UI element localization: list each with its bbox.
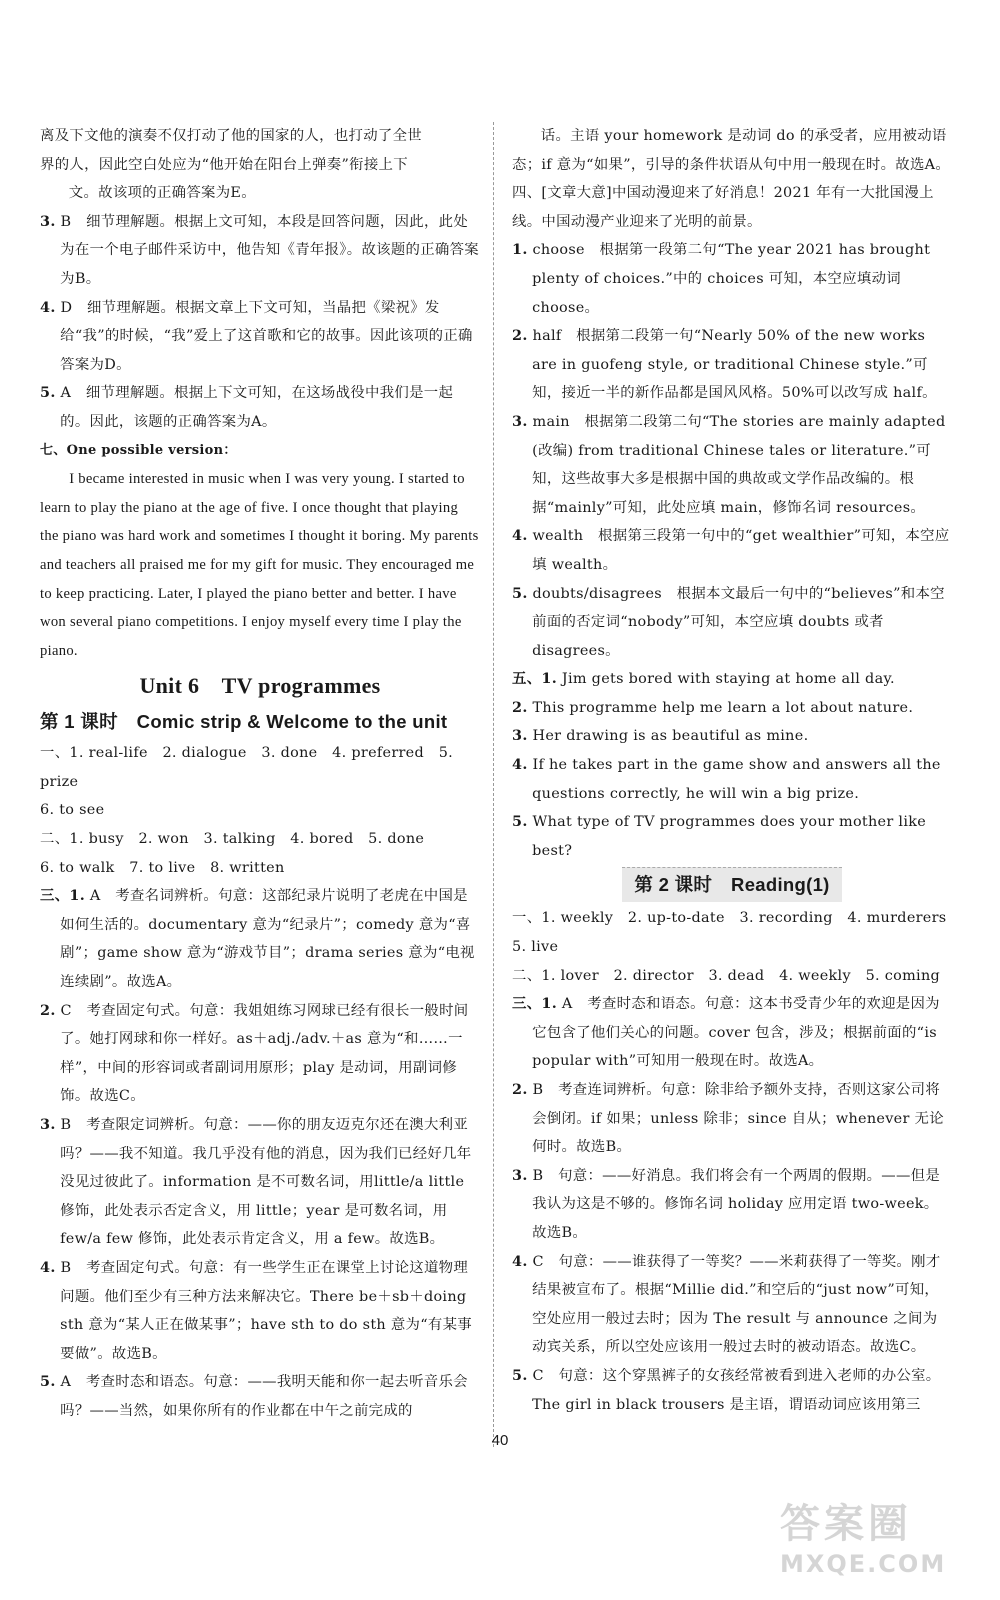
item-text: A 考查时态和语态。句意：这本书受青少年的欢迎是因为它包含了他们关心的问题。cover 包含，涉及；根据前面的“is popular with”可知用一般现在时。故选A。: [532, 996, 940, 1070]
item-text: choose 根据第一段第二句“The year 2021 has brought plenty of choices.”中的 choices 可知，本空应填动词 choose。: [532, 242, 931, 316]
answer-item: [512, 236, 952, 322]
answer-item: [512, 408, 952, 522]
item-text: A 细节理解题。根据上下文可知，在这场战役中我们是一起的。因此，该题的正确答案为A。: [60, 385, 454, 430]
answer-item: [512, 665, 952, 694]
answer-item: [40, 208, 480, 294]
item-text: What type of TV programmes does your mother like best?: [532, 814, 927, 859]
section-1-answers-cont: 6. to see: [40, 802, 105, 819]
answer-item: [512, 694, 952, 723]
item-text: D 细节理解题。根据文章上下文可知，当晶把《梁祝》发给“我”的时候，“我”爱上了这首歌和它的故事。因此该项的正确答案为D。: [60, 299, 473, 373]
item-number: 4.: [512, 756, 528, 774]
item-number: 4.: [40, 1258, 56, 1276]
continued-text: 话。主语 your homework 是动词 do 的承受者，应用被动语态；if 意为“如果”，引导的条件状语从句中用一般现在时。故选A。: [512, 128, 951, 173]
item-text: Her drawing is as beautiful as mine.: [532, 728, 809, 745]
answer-item: [40, 1254, 480, 1368]
answer-item: [512, 1248, 952, 1362]
item-number: 2.: [512, 698, 528, 716]
watermark-logo: [780, 1498, 980, 1584]
item-number: 3.: [512, 1166, 528, 1184]
item-text: C 句意：——谁获得了一等奖？——米莉获得了一等奖。刚才结果被宣布了。根据“Millie did.”和空后的“just now”可知，空处应用一般过去时；因为 The result 与 announce 之间为动宾关系，所以空处应该用一般过去时的被动语态。故选C。: [532, 1253, 941, 1356]
item-number: 3.: [40, 212, 56, 230]
answer-item: [512, 1162, 952, 1248]
item-number: 5.: [512, 813, 528, 831]
section-1-answers: 一、1. real-life 2. dialogue 3. done 4. preferred 5. prize: [40, 745, 454, 790]
answer-item: [512, 322, 952, 408]
item-text: Jim gets bored with staying at home all day.: [561, 671, 895, 688]
answer-item: [40, 1111, 480, 1254]
answer-item: [512, 990, 952, 1076]
item-number: 3.: [512, 727, 528, 745]
section-1-answers: 一、1. weekly 2. up-to-date 3. recording 4. murderers: [512, 910, 947, 927]
item-number: 2.: [40, 1001, 56, 1019]
item-number: 3.: [40, 1116, 56, 1133]
item-text: wealth 根据第三段第一句中的“get wealthier”可知，本空应填 wealth。: [532, 528, 950, 573]
answer-item: [40, 997, 480, 1111]
item-number: 三、1.: [40, 887, 86, 905]
answer-item: [512, 580, 952, 666]
answer-item: [512, 722, 952, 751]
item-number: 5.: [40, 384, 56, 402]
item-text: A 考查名词辨析。句意：这部纪录片说明了老虎在中国是如何生活的。documentary 意为“纪录片”；comedy 意为“喜剧”；game show 意为“游戏节目”；drama series 意为“电视连续剧”。故选A。: [60, 888, 475, 991]
page-number: 40: [491, 1432, 509, 1449]
item-text: B 考查连词辨析。句意：除非给予额外支持，否则这家公司将会倒闭。if 如果；unless 除非；since 自从；whenever 无论何时。故选B。: [532, 1082, 944, 1156]
item-text: C 考查固定句式。句意：我姐姐练习网球已经有很长一般时间了。她打网球和你一样好。as＋adj./adv.＋as 意为“和……一样”，中间的形容词或者副词用原形；play 是动词，用副词修饰。故选C。: [60, 1002, 469, 1105]
item-text: If he takes part in the game show and answers all the questions correctly, he will win a big prize.: [532, 757, 941, 802]
item-number: 五、1.: [512, 670, 558, 688]
item-number: 5.: [512, 584, 528, 602]
section-1-answers-cont: 5. live: [512, 939, 559, 956]
item-text: B 句意：——好消息。我们将会有一个两周的假期。——但是我认为这是不够的。修饰名词 holiday 应用定语 two-week。故选B。: [532, 1167, 941, 1241]
answer-item: [40, 1368, 480, 1425]
item-text: half 根据第二段第一句“Nearly 50% of the new works are in guofeng style, or traditional Chinese style.”可知，接近一半的新作品都是国风风格。50%可以改写成 half。: [532, 328, 937, 402]
item-text: A 考查时态和语态。句意：——我明天能和你一起去听音乐会吗？——当然，如果你所有的作业都在中午之前完成的: [60, 1374, 468, 1419]
lesson-2-header: [512, 867, 952, 902]
right-column: [512, 122, 952, 1419]
column-divider: [493, 122, 494, 1447]
item-text: main 根据第二段第二句“The stories are mainly adapted (改编) from traditional Chinese tales or literature.”可知，这些故事大多是根据中国的典故或文学作品改编的。根据“mainly”可知，此处应填 main，修饰名词 resources。: [532, 413, 946, 516]
answer-item: [40, 882, 480, 996]
section-2-answers: 二、1. busy 2. won 3. talking 4. bored 5. done: [40, 831, 425, 848]
section-2-answers-cont: 6. to walk 7. to live 8. written: [40, 859, 285, 876]
lesson-1-title: 第 1 课时 Comic strip & Welcome to the unit: [40, 711, 448, 733]
intro-line: 文。故该项的正确答案为E。: [68, 185, 256, 202]
section-2-answers: 二、1. lover 2. director 3. dead 4. weekly 5. coming: [512, 967, 941, 984]
unit-title: Unit 6 TV programmes: [139, 673, 381, 699]
answer-item: [512, 522, 952, 579]
answer-item: [512, 1362, 952, 1419]
item-number: 2.: [512, 327, 528, 345]
answer-item: [512, 808, 952, 865]
answer-item: [40, 294, 480, 380]
item-text: B 考查限定词辨析。句意：——你的朋友迈克尔还在澳大利亚吗？——我不知道。我几乎没有他的消息，因为我们已经好几年没见过彼此了。information 是不可数名词，用little/a little 修饰，此处表示否定含义，用 little；year 是可数名词，用 few/a few 修饰，此处表示肯定含义，用 a few。故选B。: [60, 1117, 472, 1248]
item-text: This programme help me learn a lot about nature.: [532, 699, 914, 716]
item-text: doubts/disagrees 根据本文最后一句中的“believes”和本空前面的否定词“nobody”可知，本空应填 doubts 或者 disagrees。: [532, 585, 945, 659]
item-number: 4.: [512, 527, 528, 545]
essay-text: I became interested in music when I was very young. I started to learn to play the piano at the age of five. I once thought that playing the piano was hard work and sometimes I thought it boring. My parents and teachers all praised me for my gift for music. They encouraged me to keep practicing. Later, I played the piano better and better. I have won several piano competitions. I enjoy myself every time I play the piano.: [40, 471, 479, 659]
answer-item: [512, 751, 952, 808]
item-number: 三、1.: [512, 995, 558, 1013]
watermark-cn: 答案圈: [780, 1501, 912, 1547]
item-number: 4.: [512, 1252, 528, 1270]
item-number: 2.: [512, 1081, 528, 1098]
item-number: 1.: [512, 241, 528, 259]
item-number: 5.: [512, 1366, 528, 1384]
answer-item: [40, 379, 480, 436]
intro-line: 离及下文他的演奏不仅打动了他的国家的人，也打动了全世: [40, 128, 422, 144]
lesson-2-title: 第 2 课时 Reading(1): [622, 867, 841, 902]
item-number: 4.: [40, 298, 56, 316]
left-column: [40, 122, 480, 1426]
watermark-en: MXQE.COM: [780, 1550, 947, 1578]
item-text: B 细节理解题。根据上文可知，本段是回答问题，因此，此处为在一个电子邮件采访中，他告知《青年报》。故该题的正确答案为B。: [60, 213, 479, 287]
item-text: B 考查固定句式。句意：有一些学生正在课堂上讨论这道物理问题。他们至少有三种方法来解决它。There be＋sb＋doing sth 意为“某人正在做某事”；have sth to do sth 意为“有某事要做”。故选B。: [60, 1259, 472, 1362]
essay-heading: 七、One possible version：: [40, 442, 237, 458]
item-text: C 句意：这个穿黑裤子的女孩经常被看到进入老师的办公室。The girl in black trousers 是主语，谓语动词应该用第三: [532, 1367, 941, 1413]
item-number: 3.: [512, 412, 528, 430]
item-number: 5.: [40, 1373, 56, 1391]
intro-line: 界的人，因此空白处应为“他开始在阳台上弹奏”衔接上下: [40, 156, 408, 173]
section-4-summary: 四、[文章大意]中国动漫迎来了好消息！2021 年有一大批国漫上线。中国动漫产业迎来了光明的前景。: [512, 185, 934, 230]
answer-item: [512, 1076, 952, 1162]
